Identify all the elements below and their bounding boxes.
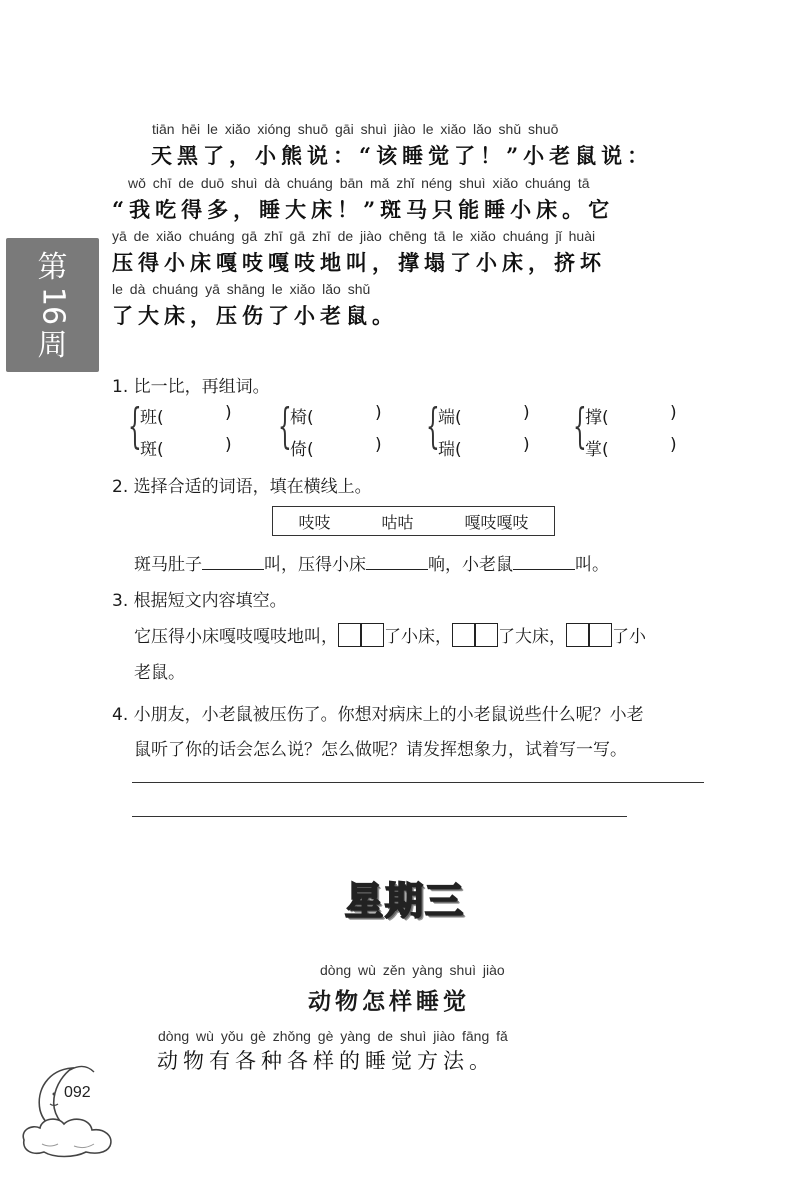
week-tab — [6, 238, 99, 372]
brace-icon: { — [573, 398, 587, 454]
q1-char-top: 椅( — [290, 408, 314, 428]
moon-cloud-icon — [14, 1060, 134, 1160]
word-choice: 吱吱 — [298, 512, 331, 532]
q2-seg: 叫。 — [575, 555, 609, 575]
q3-seg: 了小 — [612, 627, 646, 647]
passage-pinyin-4: le dà chuáng yā shāng le xiǎo lǎo shǔ — [112, 281, 371, 297]
q2-sentence — [134, 550, 609, 575]
word-choice-box — [272, 506, 555, 536]
q1-char-bottom: 斑( — [140, 440, 164, 460]
q1-char-top: 撑( — [585, 408, 609, 428]
passage-pinyin-1: tiān hēi le xiǎo xióng shuō gāi shuì jiào le xiǎo lǎo shǔ shuō — [152, 121, 559, 137]
q2-seg: 斑马肚子 — [134, 555, 202, 575]
word-choice: 嘎吱嘎吱 — [464, 512, 529, 532]
fill-blank[interactable] — [366, 553, 428, 570]
passage-line-4: 了大床，压伤了小老鼠。 — [112, 303, 398, 328]
section-title: 动物怎样睡觉 — [308, 988, 470, 1015]
page-number: 092 — [64, 1084, 91, 1101]
q1-char-bottom: 倚( — [290, 440, 314, 460]
q1-char-top: 端( — [438, 408, 462, 428]
char-box[interactable] — [338, 623, 361, 647]
char-box[interactable] — [566, 623, 589, 647]
passage-line-2: “我吃得多，睡大床！”斑马只能睡小床。它 — [112, 197, 615, 222]
q2-title: 2. 选择合适的词语，填在横线上。 — [112, 477, 372, 497]
writing-line[interactable] — [132, 816, 627, 817]
q1-paren-close: ) — [670, 403, 677, 423]
q1-char-top: 班( — [140, 408, 164, 428]
char-box[interactable] — [452, 623, 475, 647]
q1-paren-close: ) — [523, 403, 530, 423]
q4-line-2: 鼠听了你的话会怎么说？怎么做呢？请发挥想象力，试着写一写。 — [134, 740, 627, 760]
char-box[interactable] — [475, 623, 498, 647]
q3-line-2: 老鼠。 — [134, 663, 185, 683]
q1-paren-close: ) — [670, 435, 677, 455]
q3-seg: 了小床， — [384, 627, 452, 647]
q1-char-bottom: 掌( — [585, 440, 609, 460]
q1-char-bottom: 瑞( — [438, 440, 462, 460]
q3-seg: 了大床， — [498, 627, 566, 647]
q3-title: 3. 根据短文内容填空。 — [112, 591, 287, 611]
week-tab-zhou: 周 — [37, 328, 68, 363]
day-header: 星期三 — [344, 879, 465, 923]
passage-pinyin-2: wǒ chī de duō shuì dà chuáng bān mǎ zhǐ néng shuì xiǎo chuáng tā — [128, 175, 590, 191]
q1-paren-close: ) — [225, 403, 232, 423]
brace-icon: { — [426, 398, 440, 454]
passage-line-3: 压得小床嘎吱嘎吱地叫，撑塌了小床，挤坏 — [112, 250, 606, 275]
q2-seg: 响，小老鼠 — [428, 555, 513, 575]
title-pinyin: dòng wù zěn yàng shuì jiào — [320, 962, 505, 978]
passage-pinyin-3: yā de xiǎo chuáng gā zhī gā zhī de jiào chēng tā le xiǎo chuáng jǐ huài — [112, 228, 596, 244]
week-tab-number: 16 — [35, 286, 71, 326]
word-choice: 咕咕 — [381, 512, 414, 532]
week-tab-di: 第 — [37, 250, 68, 285]
q2-seg: 叫，压得小床 — [264, 555, 366, 575]
fill-blank[interactable] — [202, 553, 264, 570]
q1-title: 1. 比一比，再组词。 — [112, 377, 270, 397]
q1-paren-close: ) — [375, 435, 382, 455]
q3-sentence — [134, 622, 646, 647]
q1-paren-close: ) — [225, 435, 232, 455]
section-line: 动物有各种各样的睡觉方法。 — [157, 1049, 495, 1073]
moon-cloud-badge — [14, 1060, 134, 1160]
q4-line-1: 4. 小朋友，小老鼠被压伤了。你想对病床上的小老鼠说些什么呢？小老 — [112, 705, 644, 725]
fill-blank[interactable] — [513, 553, 575, 570]
q3-seg: 它压得小床嘎吱嘎吱地叫， — [134, 627, 338, 647]
char-box[interactable] — [589, 623, 612, 647]
brace-icon: { — [278, 398, 292, 454]
passage-line-1: 天黑了，小熊说：“该睡觉了！”小老鼠说： — [151, 143, 654, 168]
line-pinyin: dòng wù yǒu gè zhǒng gè yàng de shuì jiào fāng fǎ — [158, 1028, 508, 1044]
q1-paren-close: ) — [523, 435, 530, 455]
q1-paren-close: ) — [375, 403, 382, 423]
brace-icon: { — [128, 398, 142, 454]
writing-line[interactable] — [132, 782, 704, 783]
char-box[interactable] — [361, 623, 384, 647]
